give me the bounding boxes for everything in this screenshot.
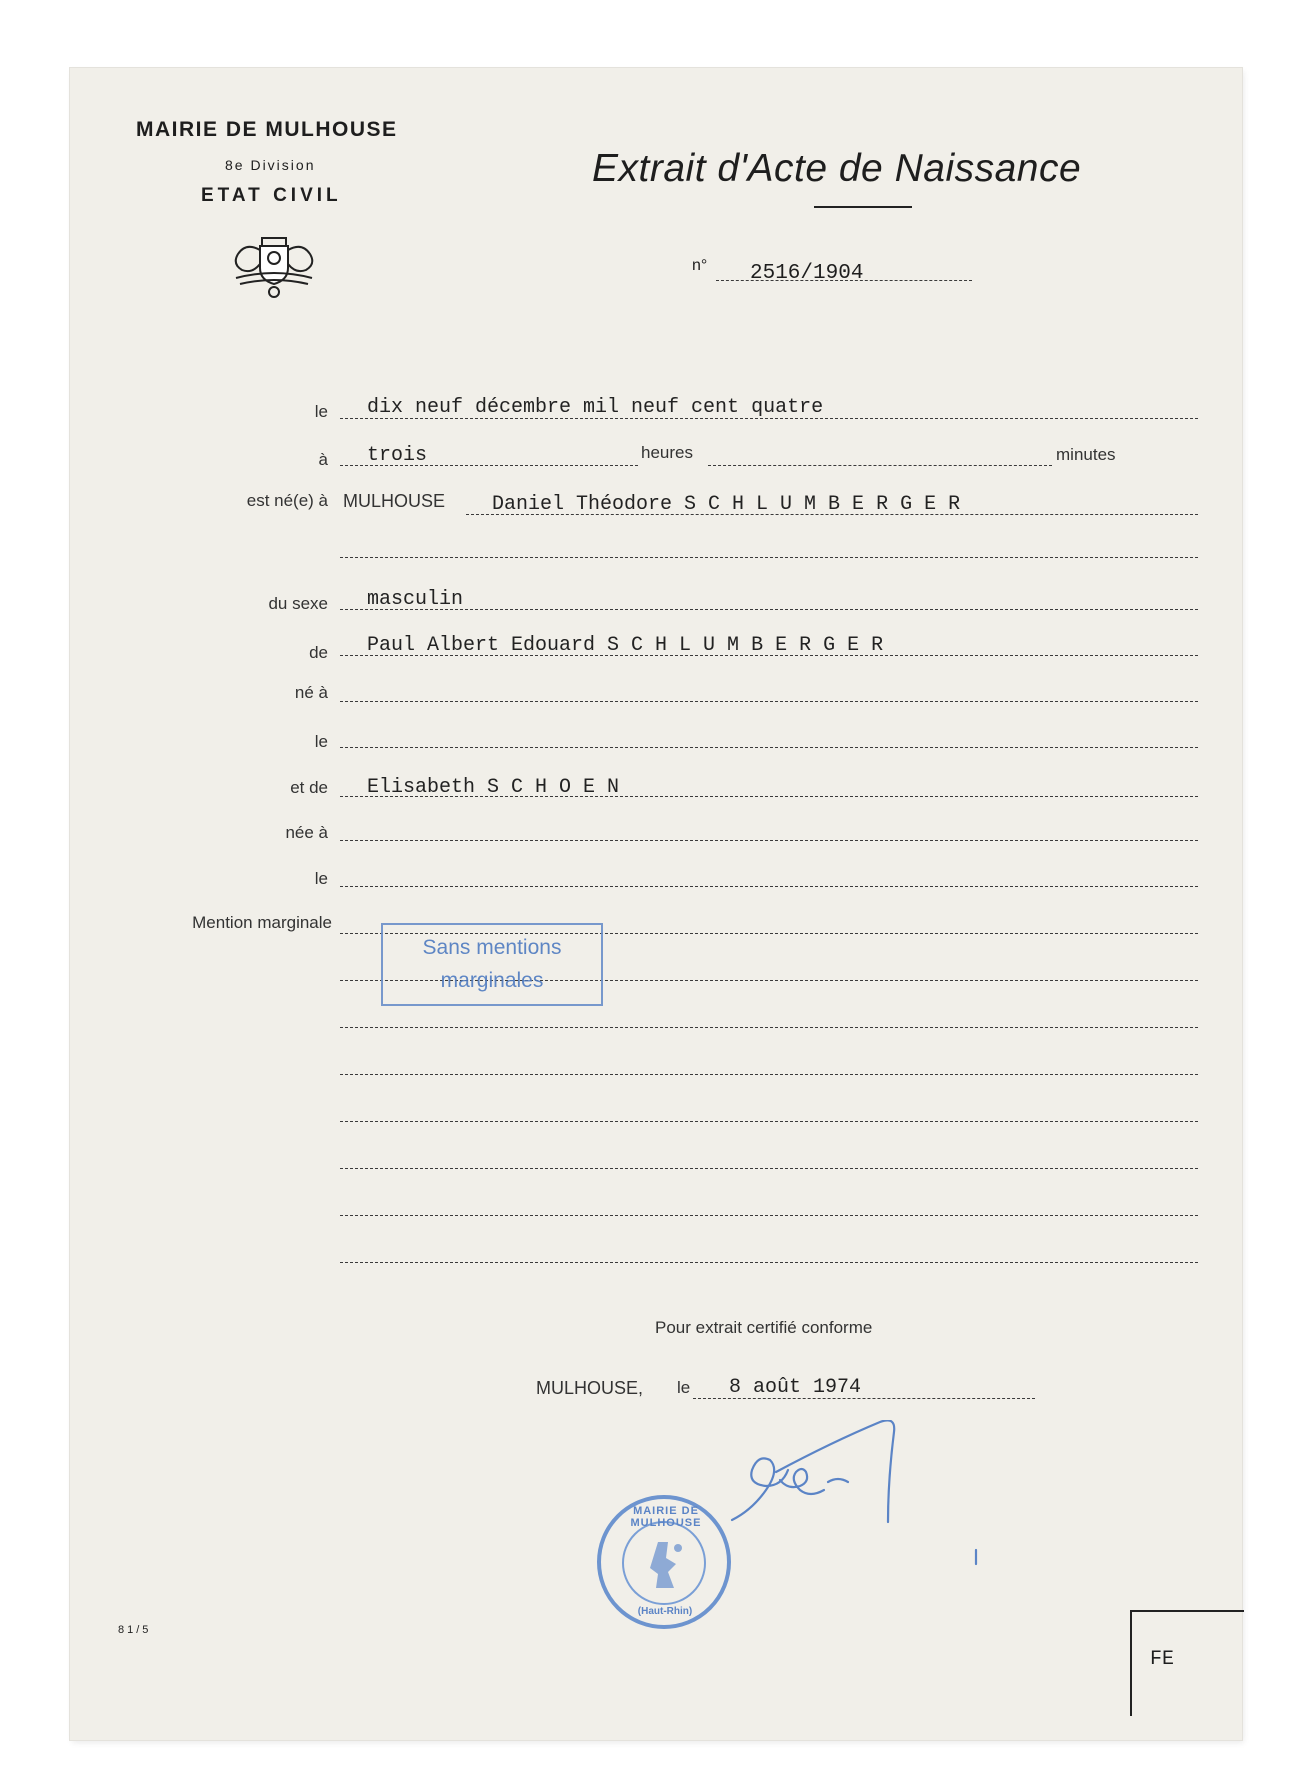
stamp-line-2: marginales: [440, 969, 544, 992]
mother-value: Elisabeth S C H O E N: [367, 776, 620, 799]
issue-le-label: le: [677, 1378, 691, 1397]
label-a: à: [318, 450, 328, 469]
certification-text: Pour extrait certifié conforme: [655, 1318, 873, 1337]
seal-emblem-icon: [638, 1536, 692, 1594]
dotted-line: [340, 557, 1198, 558]
label-est-ne: est né(e) à: [246, 491, 328, 510]
label-le-3: le: [314, 869, 328, 888]
dotted-line: [340, 1074, 1198, 1075]
no-marginal-mention-stamp: [381, 923, 603, 1006]
dotted-line: [708, 465, 1052, 466]
dotted-line: [340, 1262, 1198, 1263]
label-heures: heures: [641, 443, 693, 462]
act-number: 2516/1904: [750, 262, 864, 285]
label-mention-marginale: Mention marginale: [192, 913, 332, 932]
issue-date: 8 août 1974: [729, 1376, 862, 1399]
document-paper: [70, 68, 1242, 1740]
dotted-line: [340, 1215, 1198, 1216]
birth-place: MULHOUSE: [343, 491, 446, 511]
dotted-line: [340, 840, 1198, 841]
birth-date-value: dix neuf décembre mil neuf cent quatre: [367, 396, 824, 419]
dotted-line: [340, 701, 1198, 702]
dotted-line: [340, 609, 1198, 610]
coat-of-arms-icon: [230, 230, 318, 302]
child-name-value: Daniel Théodore S C H L U M B E R G E R: [492, 493, 961, 516]
issue-place: MULHOUSE,: [536, 1378, 644, 1398]
etat-civil-heading: ETAT CIVIL: [201, 185, 342, 206]
form-reference: 81/5: [118, 1624, 152, 1636]
fe-label: FE: [1150, 1648, 1175, 1671]
dotted-line: [340, 418, 1198, 419]
dotted-line: [340, 796, 1198, 797]
dotted-line: [693, 1398, 1035, 1399]
hour-value: trois: [367, 444, 428, 467]
dotted-line: [340, 886, 1198, 887]
label-le-2: le: [314, 732, 328, 751]
fe-box: [1130, 1610, 1244, 1716]
division-label: 8e Division: [225, 157, 316, 173]
dotted-line: [340, 747, 1198, 748]
label-ne-a: né à: [294, 683, 328, 702]
label-le: le: [314, 402, 328, 421]
number-dotted-line: [716, 280, 972, 281]
label-et-de: et de: [290, 778, 328, 797]
number-label: n°: [692, 257, 708, 274]
document-title: Extrait d'Acte de Naissance: [592, 147, 1082, 190]
father-value: Paul Albert Edouard S C H L U M B E R G E R: [367, 634, 884, 657]
dotted-line: [340, 655, 1198, 656]
dotted-line: [340, 1027, 1198, 1028]
dotted-line: [340, 1121, 1198, 1122]
officer-signature: [720, 1420, 992, 1570]
sex-value: masculin: [367, 588, 464, 611]
label-de: de: [309, 643, 328, 662]
stamp-line-1: Sans mentions: [422, 936, 562, 959]
dotted-line: [340, 1168, 1198, 1169]
seal-top-text: MAIRIE DE MULHOUSE: [630, 1505, 702, 1529]
label-nee-a: née à: [285, 823, 328, 842]
seal-bottom-text: (Haut-Rhin): [637, 1606, 693, 1617]
dotted-line: [466, 514, 1198, 515]
dotted-line: [340, 465, 638, 466]
label-minutes: minutes: [1056, 445, 1116, 464]
mairie-heading: MAIRIE DE MULHOUSE: [136, 118, 398, 141]
label-sexe: du sexe: [268, 594, 328, 613]
title-underline: [814, 206, 912, 208]
